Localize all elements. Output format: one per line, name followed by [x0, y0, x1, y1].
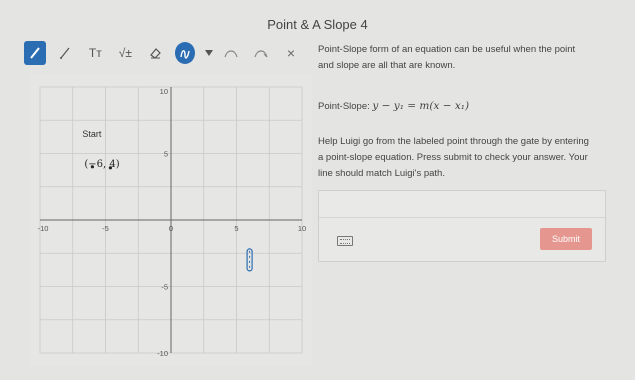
instr-line-3: line should match Luigi's path. — [318, 168, 445, 179]
x-tick-label: 0 — [168, 224, 174, 233]
x-tick-label: 10 — [297, 224, 307, 233]
chevron-down-icon — [205, 50, 213, 56]
formula-label: Point-Slope: — [318, 101, 370, 112]
math-tool-button[interactable] — [114, 41, 136, 65]
pen-tool-button[interactable] — [24, 41, 46, 65]
instr-line-2: a point-slope equation. Press submit to check your answer. Your — [318, 152, 588, 163]
page-title: Point & A Slope 4 — [267, 17, 368, 32]
eraser-icon — [148, 46, 162, 60]
y-tick-label: 5 — [163, 149, 168, 159]
start-label: Start — [82, 128, 102, 139]
squiggle-icon — [179, 47, 191, 59]
point-slope-formula: y − y₁ = m(x − x₁) — [372, 100, 470, 112]
formula-line — [318, 98, 469, 115]
pen-icon — [28, 46, 42, 60]
x-tick-label: 5 — [234, 224, 239, 233]
intro-line-1: Point-Slope form of an equation can be useful when the point — [318, 44, 576, 55]
close-icon: × — [286, 45, 296, 61]
instr-line-1: Help Luigi go from the labeled point through the gate by entering — [318, 136, 589, 147]
y-tick-label: -5 — [161, 282, 168, 292]
undo-button[interactable] — [220, 41, 242, 65]
instructions-text — [318, 134, 589, 182]
submit-button[interactable]: Submit — [540, 228, 592, 250]
drawing-toolbar — [24, 41, 310, 65]
x-tick-label: -10 — [37, 224, 49, 233]
draw-tool-button[interactable] — [175, 42, 195, 64]
redo-icon — [253, 48, 269, 58]
start-point-label: (−6, 4) — [84, 158, 120, 170]
intro-line-2: and slope are all that are known. — [318, 60, 456, 71]
undo-icon — [223, 48, 239, 58]
close-button[interactable] — [280, 41, 302, 65]
keyboard-icon[interactable] — [337, 236, 353, 246]
eraser-tool-button[interactable] — [144, 41, 166, 65]
coordinate-graph[interactable] — [30, 75, 312, 365]
equation-input[interactable] — [319, 191, 605, 218]
x-tick-label: -5 — [102, 224, 109, 233]
answer-area — [318, 190, 606, 262]
line-tool-button[interactable] — [54, 41, 76, 65]
y-tick-label: -10 — [157, 349, 168, 358]
redo-button[interactable] — [250, 41, 272, 65]
y-tick-label: 10 — [159, 87, 168, 96]
text-tool-label: Tт — [88, 46, 102, 60]
intro-text — [318, 42, 575, 74]
text-tool-button[interactable] — [84, 41, 106, 65]
math-tool-label: √± — [118, 46, 132, 60]
graph-canvas[interactable] — [30, 75, 312, 365]
draw-options-dropdown[interactable] — [203, 41, 216, 65]
line-icon — [58, 46, 72, 60]
